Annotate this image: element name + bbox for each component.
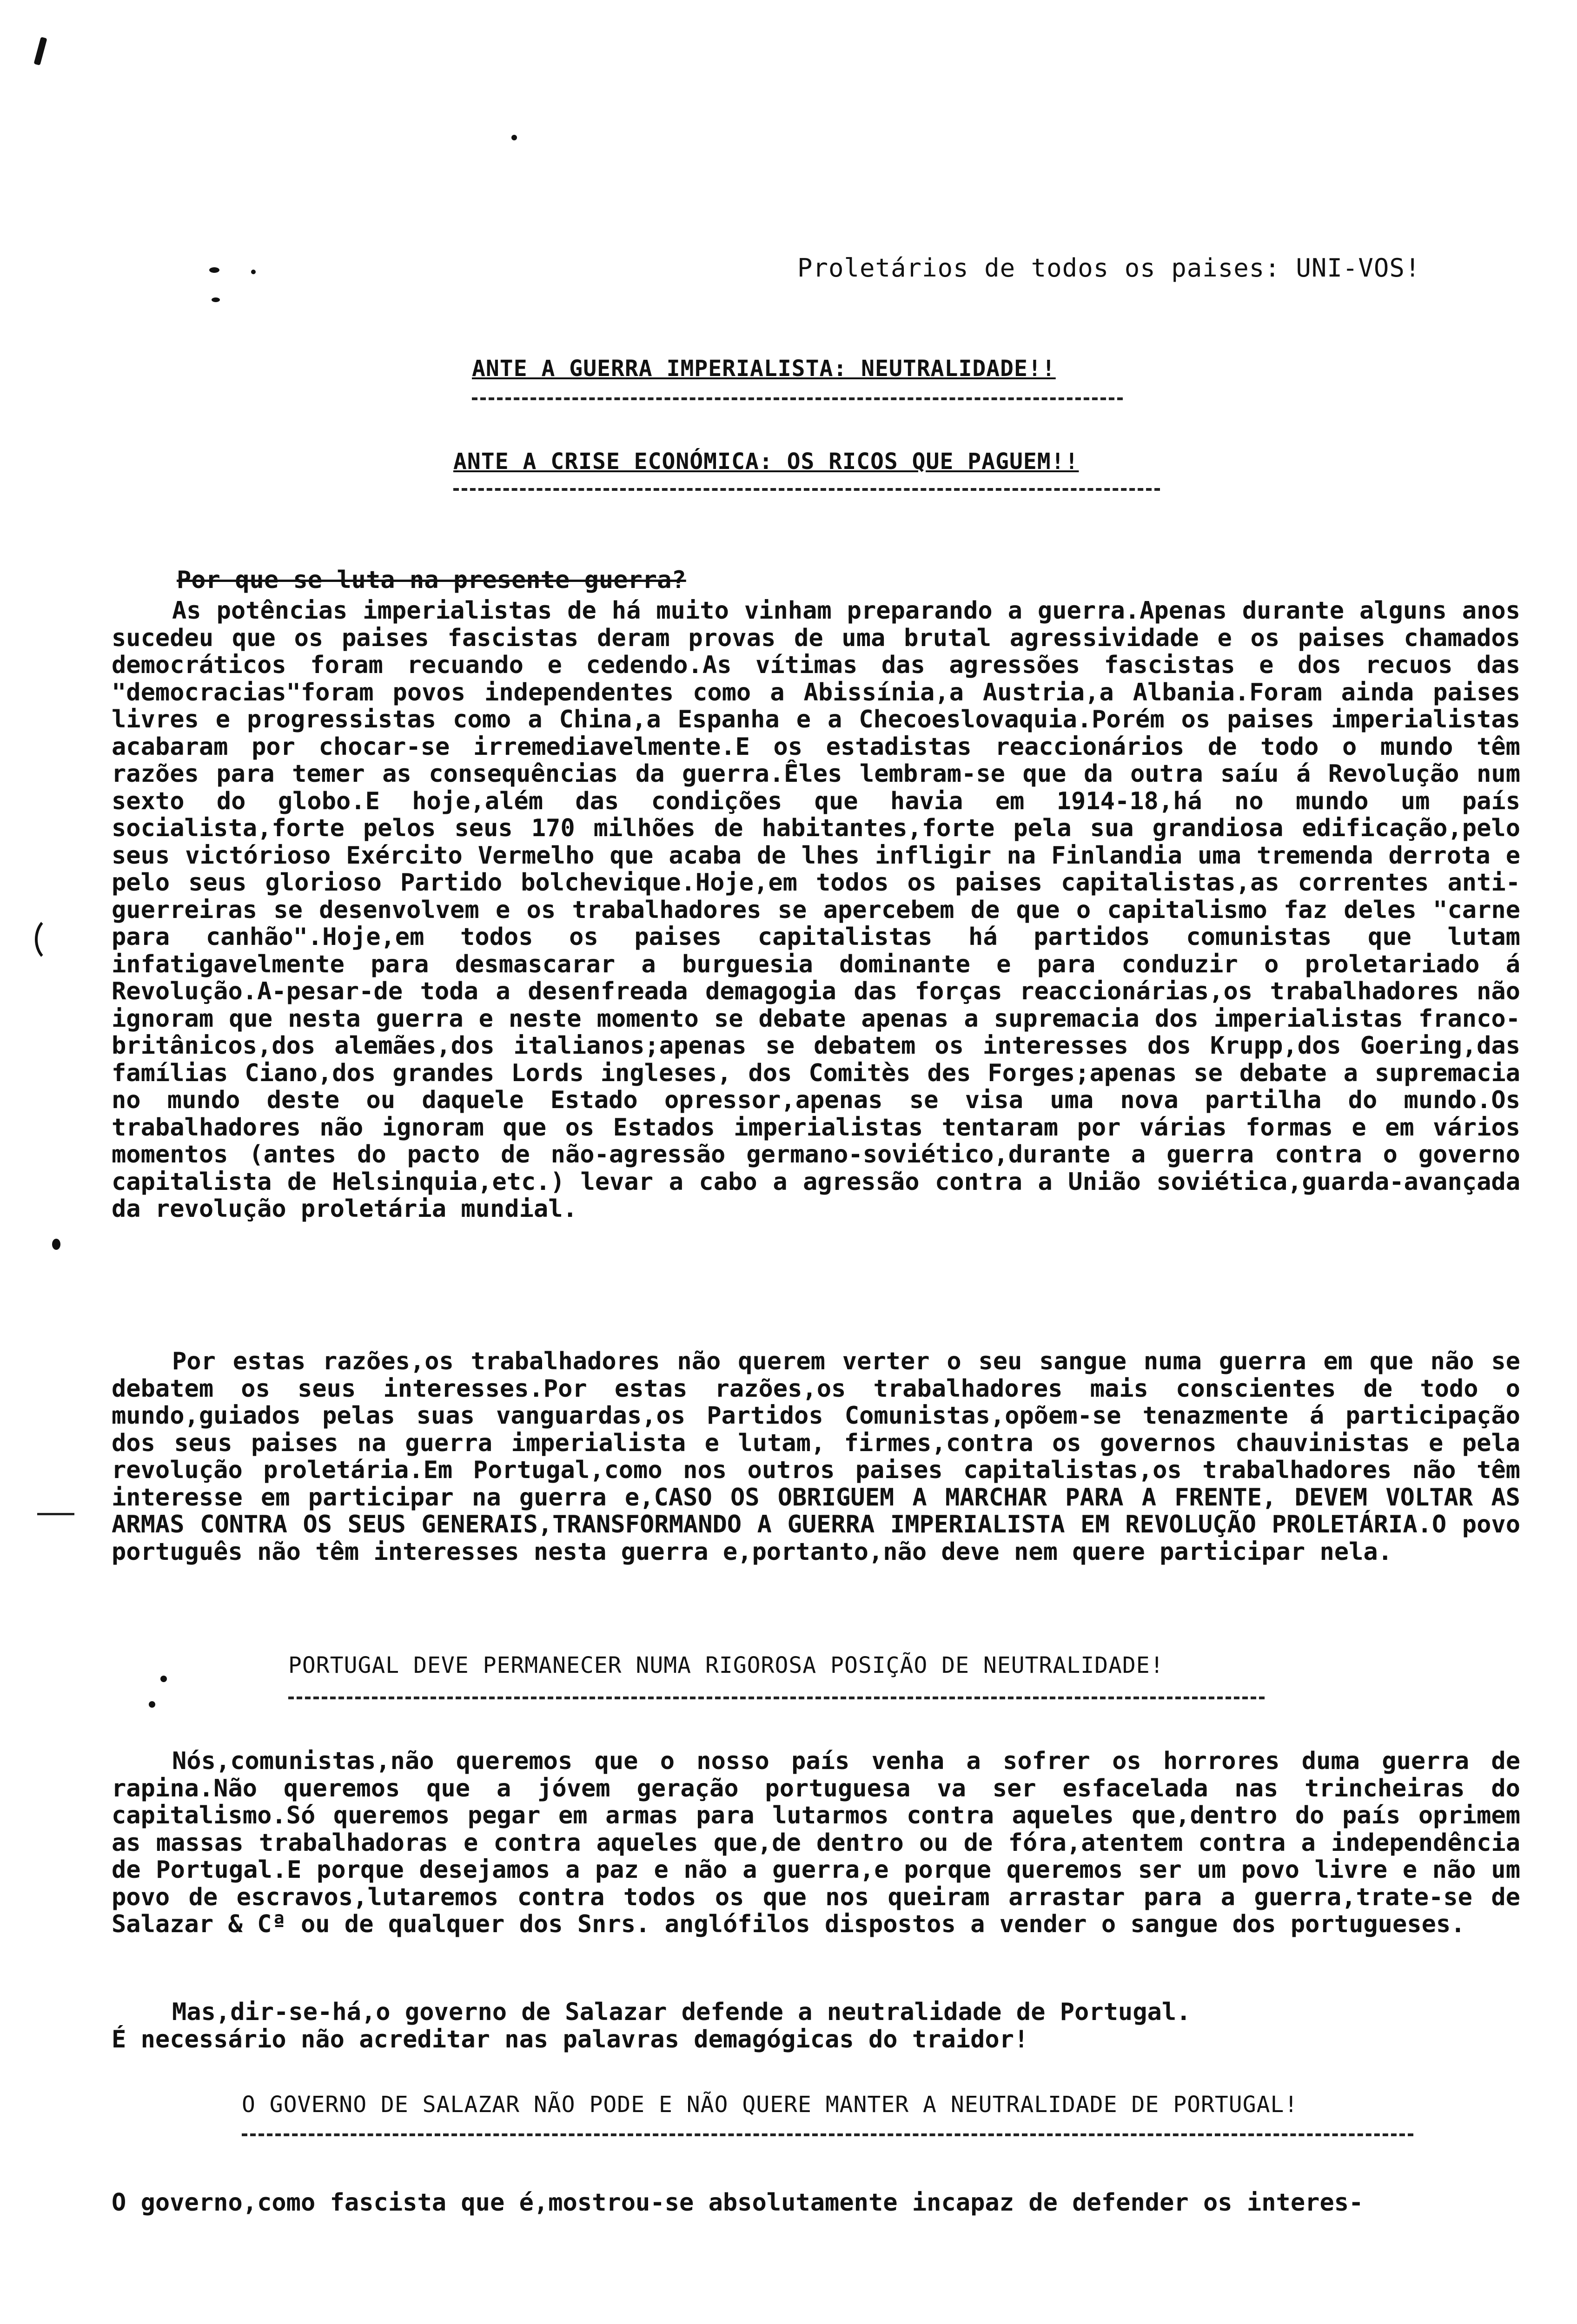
paragraph-4a-text: Mas,dir-se-há,o governo de Salazar defende a neutralidade de Portugal. — [172, 1998, 1191, 2026]
heading-crisis: ANTE A CRISE ECONÓMICA: OS RICOS QUE PAGUEM!! — [453, 449, 1079, 475]
question: Por que se luta na presente guerra? — [177, 566, 686, 594]
heading-rule — [472, 397, 1123, 400]
heading-portugal-neutral: PORTUGAL DEVE PERMANECER NUMA RIGOROSA POSIÇÃO DE NEUTRALIDADE! — [288, 1652, 1164, 1678]
paragraph-5-text: O governo,como fascista que é,mostrou-se absolutamente incapaz de defender os interes- — [112, 2189, 1364, 2217]
paragraph-1 — [112, 597, 1520, 1223]
heading-rule — [453, 488, 1160, 491]
scan-mark — [52, 1239, 60, 1250]
paragraph-3-text: Nós,comunistas,não queremos que o nosso país venha a sofrer os horrores duma guerra de rapina.Não queremos que a jóvem geração portuguesa va ser esfacelada nas trincheiras do capitalismo.Só queremos pegar em armas para lutarmos contra aqueles que,dentro do país oprimem as massas trabalhadoras e contra aqueles que,de dentro ou de fóra,atentem contra a independência de Portugal.E porque desejamos a paz e não a guerra,e porque queremos ser um povo livre e não um povo de escravos,lutaremos contra todos os que nos queiram arrastar para a guerra,trate-se de Salazar & Cª ou de qualquer dos Snrs. anglófilos dispostos a vender o sangue dos portugueses. — [112, 1747, 1520, 1938]
paragraph-4 — [112, 1999, 1520, 2053]
scan-arc — [35, 916, 73, 963]
paragraph-3 — [112, 1748, 1520, 1938]
scan-mark — [149, 1701, 155, 1708]
scan-dash — [37, 1513, 74, 1515]
scan-mark — [511, 135, 517, 140]
scan-mark — [212, 297, 220, 302]
paragraph-4b-text: É necessário não acreditar nas palavras demagógicas do traidor! — [112, 2025, 1029, 2053]
scan-mark — [160, 1676, 167, 1682]
paragraph-2 — [112, 1348, 1520, 1565]
heading-salazar: O GOVERNO DE SALAZAR NÃO PODE E NÃO QUERE MANTER A NEUTRALIDADE DE PORTUGAL! — [242, 2092, 1299, 2118]
paragraph-1-text: As potências imperialistas de há muito vinham preparando a guerra.Apenas durante alguns anos sucedeu que os paises fascistas deram provas de uma brutal agressividade e os paises chamados democráticos foram recuando e cedendo.As vítimas das agressões fascistas e dos recuos das "democracias"foram povos independentes como a Abissínia,a Austria,a Albania.Foram ainda paises livres e progressistas como a China,a Espanha e a Checoeslovaquia.Porém os paises imperialistas acabaram por chocar-se irremediavelmente.E os estadistas reaccionários de todo o mundo têm razões para temer as consequências da guerra.Êles lembram-se que da outra saíu á Revolução num sexto do globo.E hoje,além das condições que havia em 1914-18,há no mundo um país socialista,forte pelos seus 170 milhões de habitantes,forte pela sua grandiosa edificação,pelo seus victórioso Exército Vermelho que acaba de lhes infligir na Finlandia uma tremenda derrota e pelo seus glorioso Partido bolchevique.Hoje,em todos os paises capitalistas,as correntes anti-guerreiras se desenvolvem e os trabalhadores se apercebem de que o capitalismo faz deles "carne para canhão".Hoje,em todos os paises capitalistas há partidos comunistas que lutam infatigavelmente para desmascarar a burguesia dominante e para conduzir o proletariado á Revolução.A-pesar-de toda a desenfreada demagogia das forças reaccionárias,os trabalhadores não ignoram que nesta guerra e neste momento se debate apenas a supremacia dos imperialistas franco-britânicos,dos alemães,dos italianos;apenas se debatem os interesses dos Krupp,dos Goering,das famílias Ciano,dos grandes Lords ingleses, dos Comitès des Forges;apenas se debate a supremacia no mundo deste ou daquele Estado opressor,apenas se visa uma nova partilha do mundo.Os trabalhadores não ignoram que os Estados imperialistas tentaram por várias formas e em vários momentos (antes do pacto de não-agressão germano-soviético,durante a guerra contra o governo capitalista de Helsinquia,etc.) levar a cabo a agressão contra a União soviética,guarda-avançada da revolução proletária mundial. — [112, 597, 1520, 1223]
heading-neutrality: ANTE A GUERRA IMPERIALISTA: NEUTRALIDADE!! — [472, 356, 1056, 382]
paragraph-5 — [112, 2189, 1520, 2217]
heading-rule — [288, 1697, 1265, 1699]
heading-rule — [242, 2133, 1413, 2136]
paragraph-2-text: Por estas razões,os trabalhadores não querem verter o seu sangue numa guerra em que não se debatem os seus interesses.Por estas razões,os trabalhadores mais conscientes de todo o mundo,guiados pelas suas vanguardas,os Partidos Comunistas,opõem-se tenazmente á participação dos seus paises na guerra imperialista e lutam, firmes,contra os governos chauvinistas e pela revolução proletária.Em Portugal,como nos outros paises capitalistas,os trabalhadores não têm interesse em participar na guerra e,CASO OS OBRIGUEM A MARCHAR PARA A FRENTE, DEVEM VOLTAR AS ARMAS CONTRA OS SEUS GENERAIS,TRANSFORMANDO A GUERRA IMPERIALISTA EM REVOLUÇÃO PROLETÁRIA.O povo português não têm interesses nesta guerra e,portanto,não deve nem quere participar nela. — [112, 1347, 1520, 1566]
scan-mark — [251, 270, 256, 274]
motto: Proletários de todos os paises: UNI-VOS! — [797, 253, 1421, 283]
scan-mark — [209, 267, 219, 273]
scan-mark — [33, 37, 47, 66]
